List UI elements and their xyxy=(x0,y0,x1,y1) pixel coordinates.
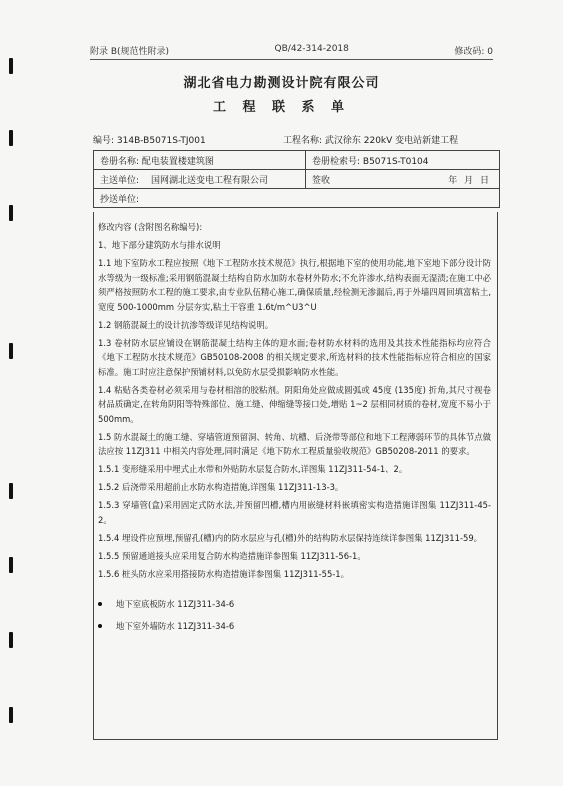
form-row-volume xyxy=(94,151,499,170)
binding-hole-mark xyxy=(9,483,13,499)
binding-hole-mark xyxy=(9,707,13,723)
volume-code: 卷册检索号: B5071S-T0104 xyxy=(312,156,429,167)
list-item-text: 地下室外墙防水 11ZJ311-34-6 xyxy=(116,620,235,631)
page-header xyxy=(90,44,493,60)
content-paragraph: 1.5.4 埋设件应预埋,预留孔(槽)内的防水层应与孔(槽)外的结构防水层保持连续详参图集 11ZJ311-59。 xyxy=(98,532,483,543)
content-paragraph: 1.5.5 预留通道接头应采用复合防水构造措施详参图集 11ZJ311-56-1。 xyxy=(98,550,366,561)
content-paragraph: 1、地下部分建筑防水与排水说明 xyxy=(98,240,221,250)
sign-label: 签收 xyxy=(312,175,331,186)
project-name: 工程名称: 武汉徐东 220kV 变电站新建工程 xyxy=(283,136,459,146)
content-paragraph: 1.5.6 桩头防水应采用搭接防水构造措施详参图集 11ZJ311-55-1。 xyxy=(98,568,350,579)
binding-hole-mark xyxy=(9,130,13,146)
main-recipient-label: 主送单位: xyxy=(100,175,140,186)
content-paragraph: 1.4 粘贴各类卷材必须采用与卷材相溶的胶粘剂。阴阳角处应做成圆弧或 45度 (135度) 折角,其尺寸视卷材品质确定,在转角阴阳等特殊部位、施工缝、伸缩缝等接口处,增贴 1~2 层相同材质的卷材,宽度不易小于 500mm。 xyxy=(98,384,491,424)
content-paragraph: 1.2 钢筋混凝土的设计抗渗等级详见结构说明。 xyxy=(98,319,274,330)
header-form-table xyxy=(93,150,500,208)
document-meta xyxy=(93,133,493,146)
content-paragraph: 1.5 防水混凝土的施工缝、穿墙管道预留洞、转角、坑槽、后浇带等部位和地下工程薄弱环节的具体节点做法应按 11ZJ311 中相关内容处理,同时满足《地下防水工程质量验收规范》GB50208-2011 的要求。 xyxy=(98,431,491,456)
bullet-icon xyxy=(98,624,102,628)
standard-code: QB/42-314-2018 xyxy=(274,44,349,54)
sign-date: 年 月 日 xyxy=(448,175,491,186)
list-item-text: 地下室底板防水 11ZJ311-34-6 xyxy=(116,599,235,609)
volume-name: 卷册名称: 配电装置楼建筑图 xyxy=(94,151,306,169)
binding-hole-mark xyxy=(9,557,13,573)
binding-hole-mark xyxy=(9,343,13,359)
content-intro: 修改内容 (含附图名称编号): xyxy=(98,222,203,232)
revision-code: 修改码: 0 xyxy=(454,47,493,57)
form-row-recipient xyxy=(94,170,499,189)
binding-hole-mark xyxy=(9,205,13,221)
document-number: 编号: 314B-B5071S-TJ001 xyxy=(93,136,206,146)
document-title: 工 程 联 系 单 xyxy=(212,100,351,115)
list-item xyxy=(98,619,491,634)
content-paragraph: 1.3 卷材防水层应铺设在钢筋混凝土结构主体的迎水面;卷材防水材料的选用及其技术性能指标均应符合《地下工程防水技术规范》GB50108-2008 的相关规定要求,所选材料的技术性能指标应符合相应的国家标准。施工时应注意保护预铺材料,以免防水层受损影响防水性能。 xyxy=(98,337,491,377)
bullet-icon xyxy=(98,602,102,606)
content-paragraph: 1.5.1 变形缝采用中埋式止水带和外贴防水层复合防水,详图集 11ZJ311-54-1、2。 xyxy=(98,464,408,474)
content-paragraph: 1.5.2 后浇带采用超前止水防水构造措施,详图集 11ZJ311-13-3。 xyxy=(98,482,344,492)
appendix-label: 附录 B(规范性附录) xyxy=(90,47,170,57)
drawing-reference-list xyxy=(98,597,491,633)
sign-cell xyxy=(306,170,499,188)
content-box xyxy=(93,212,498,740)
main-recipient xyxy=(94,170,306,188)
organization-name: 湖北省电力勘测设计院有限公司 xyxy=(183,76,380,91)
content-paragraph: 1.5.3 穿墙管(盒)采用固定式防水法,并预留凹槽,槽内用嵌缝材料嵌填密实构造措施详图集 11ZJ311-45-2。 xyxy=(98,500,491,525)
binding-hole-mark xyxy=(9,632,13,648)
list-item xyxy=(98,597,491,612)
content-paragraph: 1.1 地下室防水工程应按照《地下工程防水技术规范》执行,根据地下室的使用功能,地下室地下部分设计防水等级为一级标准;采用钢筋混凝土结构自防水加防水卷材外防水;不允许渗水,结构表面无湿渍;在施工中必须严格按照防水工程的施工要求,由专业队伍精心施工,确保质量,经检测无渗漏后,再于外墙四周回填富粘土,宽度 500-1000mm 分层夯实,粘土干容重 1.6t/m^U3^U xyxy=(98,258,491,312)
form-row-cc xyxy=(94,189,499,207)
main-recipient-value: 国网湖北送变电工程有限公司 xyxy=(151,175,269,186)
cc-label: 抄送单位: xyxy=(100,194,140,205)
